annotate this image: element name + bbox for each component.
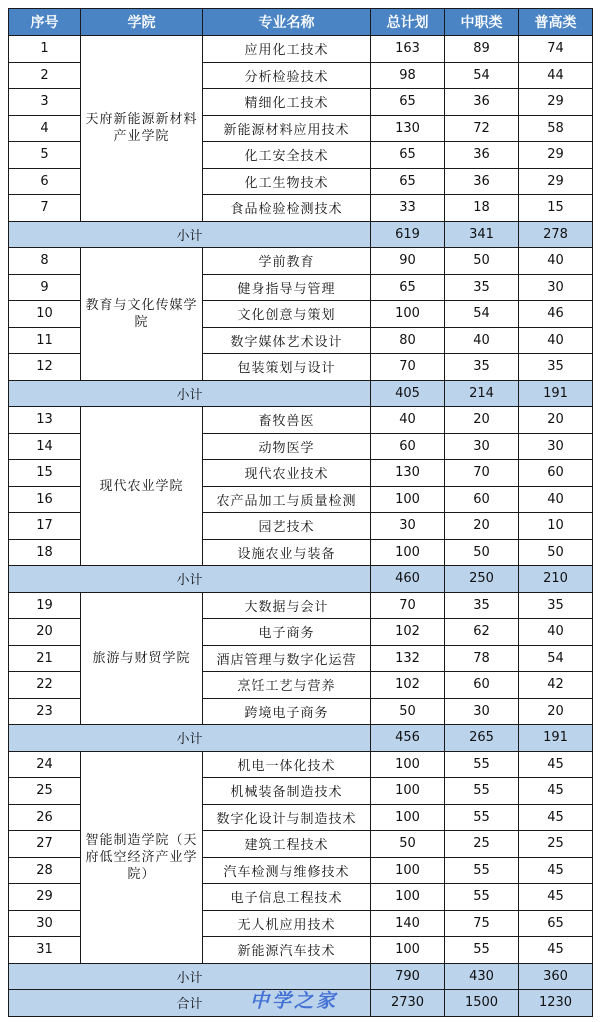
major-cell: 跨境电子商务 (203, 698, 371, 725)
total-plan-cell: 60 (371, 433, 445, 460)
major-cell: 农产品加工与质量检测 (203, 486, 371, 513)
zhongzhi-cell: 30 (445, 698, 519, 725)
putonggao-cell: 40 (519, 486, 593, 513)
header-total-plan: 总计划 (371, 9, 445, 36)
total-plan-cell: 163 (371, 36, 445, 63)
putonggao-cell: 29 (519, 142, 593, 169)
total-plan-cell: 65 (371, 274, 445, 301)
zhongzhi-cell: 78 (445, 645, 519, 672)
total-plan-cell: 98 (371, 62, 445, 89)
zhongzhi-cell: 55 (445, 778, 519, 805)
putonggao-cell: 29 (519, 89, 593, 116)
header-zhongzhi: 中职类 (445, 9, 519, 36)
zhongzhi-cell: 36 (445, 168, 519, 195)
total-plan-cell: 100 (371, 539, 445, 566)
major-cell: 酒店管理与数字化运营 (203, 645, 371, 672)
total-plan-cell: 140 (371, 910, 445, 937)
enrollment-plan-table (8, 8, 593, 1017)
putonggao-cell: 35 (519, 592, 593, 619)
subtotal-putonggao: 210 (519, 566, 593, 593)
major-cell: 数字化设计与制造技术 (203, 804, 371, 831)
total-plan-cell: 100 (371, 751, 445, 778)
table-row (9, 751, 593, 778)
grand-total-label: 合计 (9, 990, 371, 1017)
subtotal-zhongzhi: 250 (445, 566, 519, 593)
header-major: 专业名称 (203, 9, 371, 36)
subtotal-total-plan: 619 (371, 221, 445, 248)
subtotal-putonggao: 191 (519, 725, 593, 752)
major-cell: 新能源汽车技术 (203, 937, 371, 964)
putonggao-cell: 45 (519, 778, 593, 805)
zhongzhi-cell: 18 (445, 195, 519, 222)
total-plan-cell: 100 (371, 937, 445, 964)
major-cell: 包装策划与设计 (203, 354, 371, 381)
seq-cell: 6 (9, 168, 81, 195)
total-plan-cell: 70 (371, 354, 445, 381)
putonggao-cell: 25 (519, 831, 593, 858)
putonggao-cell: 50 (519, 539, 593, 566)
subtotal-zhongzhi: 430 (445, 963, 519, 990)
total-plan-cell: 50 (371, 831, 445, 858)
table-row (9, 407, 593, 434)
putonggao-cell: 40 (519, 248, 593, 275)
table-row (9, 248, 593, 275)
major-cell: 文化创意与策划 (203, 301, 371, 328)
college-cell: 智能制造学院（天府低空经济产业学院） (81, 751, 203, 963)
putonggao-cell: 15 (519, 195, 593, 222)
total-plan-cell: 80 (371, 327, 445, 354)
zhongzhi-cell: 36 (445, 142, 519, 169)
zhongzhi-cell: 62 (445, 619, 519, 646)
total-plan-cell: 132 (371, 645, 445, 672)
seq-cell: 9 (9, 274, 81, 301)
major-cell: 无人机应用技术 (203, 910, 371, 937)
putonggao-cell: 45 (519, 937, 593, 964)
putonggao-cell: 60 (519, 460, 593, 487)
subtotal-zhongzhi: 265 (445, 725, 519, 752)
putonggao-cell: 58 (519, 115, 593, 142)
subtotal-label: 小计 (9, 963, 371, 990)
major-cell: 电子商务 (203, 619, 371, 646)
subtotal-label: 小计 (9, 725, 371, 752)
major-cell: 新能源材料应用技术 (203, 115, 371, 142)
seq-cell: 12 (9, 354, 81, 381)
total-plan-cell: 65 (371, 168, 445, 195)
major-cell: 建筑工程技术 (203, 831, 371, 858)
major-cell: 烹饪工艺与营养 (203, 672, 371, 699)
subtotal-total-plan: 790 (371, 963, 445, 990)
seq-cell: 31 (9, 937, 81, 964)
total-plan-cell: 130 (371, 460, 445, 487)
seq-cell: 25 (9, 778, 81, 805)
zhongzhi-cell: 54 (445, 301, 519, 328)
total-plan-cell: 65 (371, 89, 445, 116)
putonggao-cell: 30 (519, 433, 593, 460)
major-cell: 园艺技术 (203, 513, 371, 540)
zhongzhi-cell: 55 (445, 884, 519, 911)
putonggao-cell: 45 (519, 804, 593, 831)
putonggao-cell: 65 (519, 910, 593, 937)
zhongzhi-cell: 72 (445, 115, 519, 142)
total-plan-cell: 100 (371, 884, 445, 911)
major-cell: 动物医学 (203, 433, 371, 460)
major-cell: 分析检验技术 (203, 62, 371, 89)
major-cell: 设施农业与装备 (203, 539, 371, 566)
major-cell: 数字媒体艺术设计 (203, 327, 371, 354)
major-cell: 食品检验检测技术 (203, 195, 371, 222)
seq-cell: 16 (9, 486, 81, 513)
total-plan-cell: 102 (371, 672, 445, 699)
subtotal-label: 小计 (9, 380, 371, 407)
seq-cell: 13 (9, 407, 81, 434)
seq-cell: 29 (9, 884, 81, 911)
subtotal-putonggao: 360 (519, 963, 593, 990)
header-row (9, 9, 593, 36)
seq-cell: 21 (9, 645, 81, 672)
seq-cell: 5 (9, 142, 81, 169)
putonggao-cell: 20 (519, 407, 593, 434)
putonggao-cell: 30 (519, 274, 593, 301)
zhongzhi-cell: 75 (445, 910, 519, 937)
major-cell: 现代农业技术 (203, 460, 371, 487)
putonggao-cell: 74 (519, 36, 593, 63)
putonggao-cell: 40 (519, 619, 593, 646)
subtotal-zhongzhi: 214 (445, 380, 519, 407)
seq-cell: 15 (9, 460, 81, 487)
putonggao-cell: 44 (519, 62, 593, 89)
subtotal-total-plan: 405 (371, 380, 445, 407)
seq-cell: 11 (9, 327, 81, 354)
subtotal-label: 小计 (9, 221, 371, 248)
seq-cell: 2 (9, 62, 81, 89)
college-cell: 天府新能源新材料产业学院 (81, 36, 203, 222)
seq-cell: 23 (9, 698, 81, 725)
major-cell: 机电一体化技术 (203, 751, 371, 778)
header-putonggao: 普高类 (519, 9, 593, 36)
putonggao-cell: 29 (519, 168, 593, 195)
total-plan-cell: 40 (371, 407, 445, 434)
zhongzhi-cell: 36 (445, 89, 519, 116)
watermark: 中学之家 (250, 990, 339, 1012)
putonggao-cell: 10 (519, 513, 593, 540)
grand-total-zhongzhi: 1500 (445, 990, 519, 1017)
zhongzhi-cell: 25 (445, 831, 519, 858)
total-plan-cell: 100 (371, 301, 445, 328)
zhongzhi-cell: 55 (445, 751, 519, 778)
putonggao-cell: 42 (519, 672, 593, 699)
college-cell: 旅游与财贸学院 (81, 592, 203, 725)
zhongzhi-cell: 50 (445, 248, 519, 275)
zhongzhi-cell: 70 (445, 460, 519, 487)
major-cell: 健身指导与管理 (203, 274, 371, 301)
putonggao-cell: 45 (519, 884, 593, 911)
table-row (9, 592, 593, 619)
seq-cell: 3 (9, 89, 81, 116)
subtotal-row (9, 725, 593, 752)
major-cell: 化工生物技术 (203, 168, 371, 195)
major-cell: 应用化工技术 (203, 36, 371, 63)
seq-cell: 10 (9, 301, 81, 328)
zhongzhi-cell: 35 (445, 274, 519, 301)
total-plan-cell: 130 (371, 115, 445, 142)
subtotal-zhongzhi: 341 (445, 221, 519, 248)
seq-cell: 17 (9, 513, 81, 540)
seq-cell: 7 (9, 195, 81, 222)
zhongzhi-cell: 35 (445, 592, 519, 619)
zhongzhi-cell: 20 (445, 407, 519, 434)
total-plan-cell: 100 (371, 804, 445, 831)
enrollment-plan-table-container (8, 8, 593, 1017)
zhongzhi-cell: 55 (445, 937, 519, 964)
seq-cell: 22 (9, 672, 81, 699)
zhongzhi-cell: 89 (445, 36, 519, 63)
table-body (9, 36, 593, 1017)
total-plan-cell: 100 (371, 857, 445, 884)
putonggao-cell: 20 (519, 698, 593, 725)
total-plan-cell: 30 (371, 513, 445, 540)
total-plan-cell: 90 (371, 248, 445, 275)
total-plan-cell: 33 (371, 195, 445, 222)
subtotal-putonggao: 278 (519, 221, 593, 248)
zhongzhi-cell: 20 (445, 513, 519, 540)
subtotal-row (9, 566, 593, 593)
zhongzhi-cell: 55 (445, 857, 519, 884)
total-plan-cell: 100 (371, 778, 445, 805)
grand-total-plan: 2730 (371, 990, 445, 1017)
seq-cell: 28 (9, 857, 81, 884)
seq-cell: 27 (9, 831, 81, 858)
subtotal-row (9, 221, 593, 248)
subtotal-putonggao: 191 (519, 380, 593, 407)
grand-total-putonggao: 1230 (519, 990, 593, 1017)
major-cell: 学前教育 (203, 248, 371, 275)
major-cell: 汽车检测与维修技术 (203, 857, 371, 884)
zhongzhi-cell: 50 (445, 539, 519, 566)
subtotal-total-plan: 460 (371, 566, 445, 593)
seq-cell: 4 (9, 115, 81, 142)
seq-cell: 20 (9, 619, 81, 646)
total-plan-cell: 50 (371, 698, 445, 725)
putonggao-cell: 45 (519, 751, 593, 778)
putonggao-cell: 40 (519, 327, 593, 354)
college-cell: 教育与文化传媒学院 (81, 248, 203, 381)
seq-cell: 30 (9, 910, 81, 937)
seq-cell: 26 (9, 804, 81, 831)
putonggao-cell: 35 (519, 354, 593, 381)
header-college: 学院 (81, 9, 203, 36)
total-plan-cell: 100 (371, 486, 445, 513)
table-row (9, 36, 593, 63)
zhongzhi-cell: 54 (445, 62, 519, 89)
subtotal-label: 小计 (9, 566, 371, 593)
major-cell: 大数据与会计 (203, 592, 371, 619)
major-cell: 畜牧兽医 (203, 407, 371, 434)
total-plan-cell: 102 (371, 619, 445, 646)
seq-cell: 18 (9, 539, 81, 566)
zhongzhi-cell: 60 (445, 486, 519, 513)
total-plan-cell: 65 (371, 142, 445, 169)
subtotal-row (9, 380, 593, 407)
zhongzhi-cell: 60 (445, 672, 519, 699)
major-cell: 精细化工技术 (203, 89, 371, 116)
seq-cell: 14 (9, 433, 81, 460)
college-cell: 现代农业学院 (81, 407, 203, 566)
putonggao-cell: 46 (519, 301, 593, 328)
zhongzhi-cell: 30 (445, 433, 519, 460)
zhongzhi-cell: 35 (445, 354, 519, 381)
putonggao-cell: 54 (519, 645, 593, 672)
header-seq: 序号 (9, 9, 81, 36)
seq-cell: 1 (9, 36, 81, 63)
seq-cell: 19 (9, 592, 81, 619)
major-cell: 机械装备制造技术 (203, 778, 371, 805)
seq-cell: 24 (9, 751, 81, 778)
table-header (9, 9, 593, 36)
seq-cell: 8 (9, 248, 81, 275)
total-plan-cell: 70 (371, 592, 445, 619)
zhongzhi-cell: 40 (445, 327, 519, 354)
subtotal-total-plan: 456 (371, 725, 445, 752)
putonggao-cell: 45 (519, 857, 593, 884)
major-cell: 电子信息工程技术 (203, 884, 371, 911)
zhongzhi-cell: 55 (445, 804, 519, 831)
major-cell: 化工安全技术 (203, 142, 371, 169)
